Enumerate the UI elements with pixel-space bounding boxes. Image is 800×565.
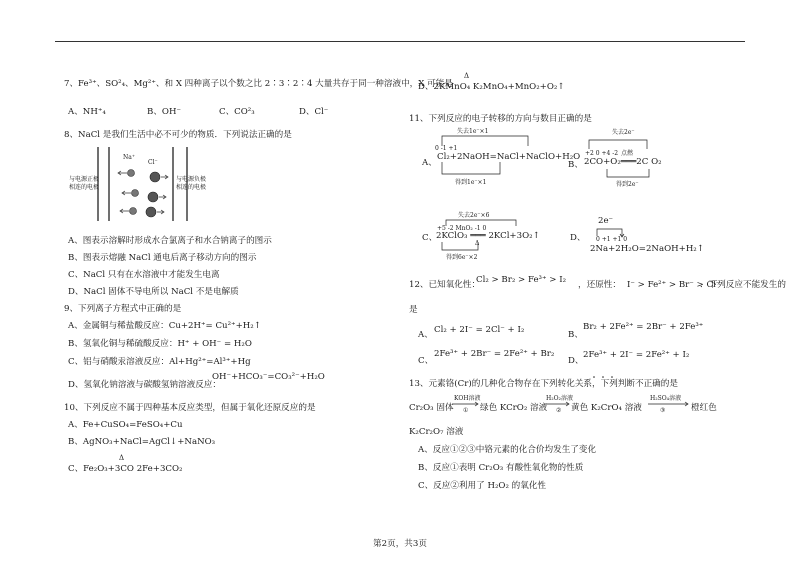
q11-b-lose: 失去2e⁻ bbox=[612, 129, 635, 136]
q12-option-b-label[interactable]: B、 bbox=[568, 330, 583, 340]
page-footer: 第2页，共3页 bbox=[373, 539, 427, 549]
q13-arrow-3-number: ③ bbox=[660, 407, 666, 414]
q8-right-electrode-line2: 相连的电极 bbox=[176, 184, 207, 191]
q11-b-gain: 得到2e⁻ bbox=[616, 181, 639, 188]
q11-b-equation: 2CO+O₂═══2C O₂ bbox=[584, 157, 662, 167]
q13-chain-k2cr2o7: K₂Cr₂O₇ 溶液 bbox=[409, 427, 464, 437]
q9-option-a[interactable]: A、金属铜与稀盐酸反应：Cu+2H⁺= Cu²⁺+H₂↑ bbox=[68, 321, 261, 331]
q9-option-c[interactable]: C、铝与硝酸汞溶液反应：Al+Hg²⁺=Al³⁺+Hg bbox=[68, 357, 251, 367]
q9-option-d-equation: OH⁻+HCO₃⁻=CO₃²⁻+H₂O bbox=[212, 372, 325, 382]
q7-option-a[interactable]: A、NH⁺₄ bbox=[68, 107, 106, 117]
q12-option-d-label[interactable]: D、 bbox=[568, 356, 584, 366]
q11-option-b-label[interactable]: B、 bbox=[568, 160, 583, 170]
q12-option-c-label[interactable]: C、 bbox=[418, 356, 434, 366]
q13-arrow-1-number: ① bbox=[463, 407, 469, 414]
q12-option-d: 2Fe³⁺ + 2I⁻ = 2Fe²⁺ + I₂ bbox=[583, 350, 690, 360]
q10-stem: 10、下列反应不属于四种基本反应类型，但属于氧化还原反应的是 bbox=[64, 403, 316, 413]
q12-option-b: Br₂ + 2Fe²⁺ = 2Br⁻ + 2Fe³⁺ bbox=[583, 322, 704, 332]
q11-a-valence: 0 -1 +1 bbox=[435, 145, 458, 152]
q11-c-equation: 2KClO₃ ═══ 2KCl+3O₂↑ bbox=[436, 231, 540, 241]
q11-option-c-label[interactable]: C、 bbox=[422, 233, 438, 243]
q9-option-b[interactable]: B、氢氧化铜与稀硫酸反应：H⁺ + OH⁻ = H₂O bbox=[68, 339, 252, 349]
q11-c-gain: 得到6e⁻×2 bbox=[446, 254, 478, 261]
q13-arrow-2-number: ② bbox=[556, 407, 562, 414]
q11-c-heat: Δ bbox=[475, 240, 480, 247]
q11-d-equation: 2Na+2H₂O=2NaOH+H₂↑ bbox=[590, 244, 704, 254]
q8-cl-label: Cl⁻ bbox=[148, 159, 158, 166]
q13-stem: 13、元素铬(Cr)的几种化合物存在下列转化关系，下列判断不正确的是 bbox=[409, 379, 678, 389]
q8-left-electrode-line1: 与电源正极 bbox=[69, 176, 100, 183]
q8-stem: 8、NaCl 是我们生活中必不可少的物质．下列说法正确的是 bbox=[64, 130, 292, 140]
q10-option-a[interactable]: A、Fe+CuSO₄=FeSO₄+Cu bbox=[68, 420, 183, 430]
q7-option-d[interactable]: D、Cl⁻ bbox=[299, 107, 329, 117]
q12-stem-1: 12、已知氧化性： bbox=[409, 280, 481, 290]
q12-oxidizing-order: Cl₂ > Br₂ > Fe³⁺ > I₂ bbox=[476, 275, 567, 285]
q9-option-d[interactable]: D、氢氧化钠溶液与碳酸氢钠溶液反应： bbox=[68, 380, 221, 390]
q11-a-gain: 得到1e⁻×1 bbox=[455, 179, 487, 186]
q11-d-transfer: 2e⁻ bbox=[598, 216, 614, 226]
q8-right-electrode-line1: 与电源负极 bbox=[176, 176, 207, 183]
q11-a-equation: Cl₂+2NaOH=NaCl+NaClO+H₂O bbox=[437, 152, 581, 162]
q7-option-c[interactable]: C、CO²₃ bbox=[219, 107, 255, 117]
q13-arrow-1-reagent: KOH溶液 bbox=[454, 395, 481, 402]
q13-chain-k2cro4: 黄色 K₂CrO₄ 溶液 bbox=[571, 403, 642, 413]
q8-na-label: Na⁺ bbox=[123, 154, 135, 161]
q10-option-c-heat: Δ bbox=[119, 454, 125, 462]
q11-a-lose: 失去1e⁻×1 bbox=[457, 128, 489, 135]
q11-b-valence: +2 0 +4 -2 bbox=[585, 150, 619, 157]
q12-stem-2: ，还原性： bbox=[578, 280, 621, 290]
q13-option-a[interactable]: A、反应①②③中铬元素的化合价均发生了变化 bbox=[418, 445, 597, 455]
q11-c-lose: 失去2e⁻×6 bbox=[458, 212, 490, 219]
q7-stem: 7、Fe³⁺、SO²₄、Mg²⁺、和 X 四种离子以个数之比 2∶3∶2∶4 大量共存于同一种溶液中，X 可能是 bbox=[64, 79, 453, 89]
q7-option-b[interactable]: B、OH⁻ bbox=[147, 107, 181, 117]
q11-c-valence: +5 -2 MnO₂ -1 0 bbox=[437, 225, 487, 232]
q8-option-c[interactable]: C、NaCl 只有在水溶液中才能发生电离 bbox=[68, 270, 220, 280]
q12-stem-3: ．下列反应不能发生的 bbox=[700, 280, 786, 290]
q12-option-a-label[interactable]: A、 bbox=[418, 330, 433, 340]
q13-chain-orange: 橙红色 bbox=[691, 403, 717, 413]
q13-arrow-2-reagent: H₂O₂溶液 bbox=[546, 395, 573, 402]
q13-option-b[interactable]: B、反应①表明 Cr₂O₃ 有酸性氧化物的性质 bbox=[418, 463, 584, 473]
q12-option-c: 2Fe³⁺ + 2Br⁻ = 2Fe²⁺ + Br₂ bbox=[434, 349, 555, 359]
q13-arrow-3-reagent: H₂SO₄溶液 bbox=[650, 395, 682, 402]
q11-option-d-label[interactable]: D、 bbox=[570, 233, 586, 243]
q13-option-c[interactable]: C、反应②利用了 H₂O₂ 的氧化性 bbox=[418, 481, 547, 491]
q12-option-a: Cl₂ + 2I⁻ = 2Cl⁻ + I₂ bbox=[434, 325, 525, 335]
q11-b-condition: 点燃 bbox=[621, 150, 634, 157]
q11-option-a-label[interactable]: A、 bbox=[422, 158, 437, 168]
q11-d-valence: 0 +1 +1 0 bbox=[596, 236, 628, 243]
q12-reducing-order: I⁻ > Fe²⁺ > Br⁻ > Cl⁻ bbox=[627, 280, 721, 290]
q8-option-b[interactable]: B、图表示熔融 NaCl 通电后离子移动方向的图示 bbox=[68, 253, 257, 263]
q8-left-electrode-line2: 相连的电极 bbox=[69, 184, 100, 191]
q13-chain-cr2o3: Cr₂O₃ 固体 bbox=[409, 403, 454, 413]
q10-option-b[interactable]: B、AgNO₃+NaCl=AgCl↓+NaNO₃ bbox=[68, 437, 216, 447]
q10-option-c[interactable]: C、Fe₂O₃+3CO 2Fe+3CO₂ bbox=[68, 464, 183, 474]
q12-stem-4: 是 bbox=[409, 305, 418, 315]
q13-chain-kcro2: 绿色 KCrO₂ 溶液 bbox=[480, 403, 548, 413]
q10-option-d[interactable]: D、2KMnO₄ K₂MnO₄+MnO₂+O₂↑ bbox=[418, 82, 565, 92]
q11-stem: 11、下列反应的电子转移的方向与数目正确的是 bbox=[409, 114, 592, 124]
q8-option-d[interactable]: D、NaCl 固体不导电所以 NaCl 不是电解质 bbox=[68, 287, 239, 297]
q10-option-d-heat: Δ bbox=[464, 72, 470, 80]
q8-option-a[interactable]: A、图表示溶解时形成水合氯离子和水合钠离子的图示 bbox=[68, 236, 272, 246]
q9-stem: 9、下列离子方程式中正确的是 bbox=[64, 304, 182, 314]
